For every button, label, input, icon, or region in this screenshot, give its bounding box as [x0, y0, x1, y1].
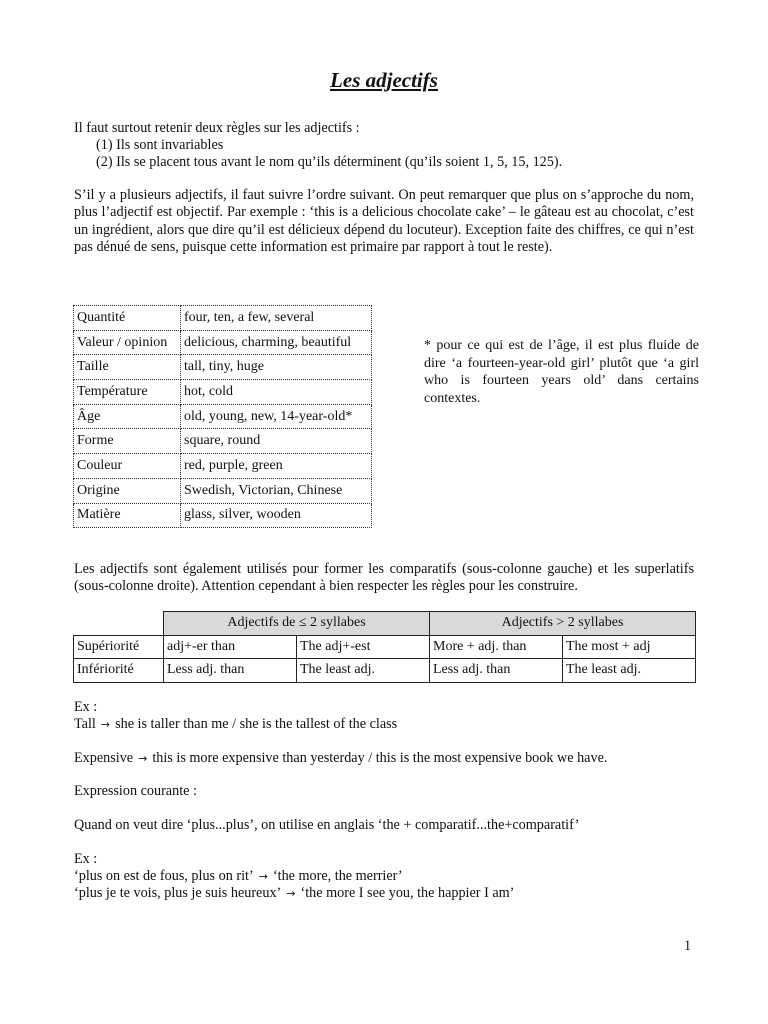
- idiom-line: [74, 885, 514, 902]
- examples-cell: red, purple, green: [181, 454, 372, 479]
- idiom-english: ‘the more I see you, the happier I am’: [300, 885, 515, 901]
- idiom-english: ‘the more, the merrier’: [272, 868, 403, 884]
- intro-lead: Il faut surtout retenir deux règles sur les adjectifs :: [74, 120, 360, 136]
- table-row: [74, 635, 696, 659]
- example-line: [74, 750, 607, 767]
- table-cell: The least adj.: [297, 659, 430, 683]
- order-paragraph: S’il y a plusieurs adjectifs, il faut suivre l’ordre suivant. On peut remarquer que plus on s’approche du nom, plus l’adjectif est objectif. Par exemple : ‘this is a delicious chocolate cake’ – le gâteau est au chocolat, c’est un ingrédient, alors que dire qu’il est délicieux dépend du locuteur). Exception faite des chiffres, ce qui n’est pas dénué de sens, puisque cette information est primaire par rapport à tout le reste).: [74, 187, 694, 256]
- table-row: [74, 330, 372, 355]
- comparison-paragraph: Les adjectifs sont également utilisés pour former les comparatifs (sous-colonne gauche) et les superlatifs (sous-colonne droite). Attention cependant à bien respecter les règles pour les construire.: [74, 561, 694, 595]
- table-row: [74, 503, 372, 528]
- idiom-french: ‘plus on est de fous, plus on rit’: [74, 868, 254, 884]
- category-cell: Taille: [74, 355, 181, 380]
- comparison-table: [73, 611, 696, 683]
- table-cell: adj+-er than: [164, 635, 297, 659]
- table-cell: The adj+-est: [297, 635, 430, 659]
- example-label: Ex :: [74, 851, 98, 867]
- table-row: [74, 429, 372, 454]
- examples-cell: tall, tiny, huge: [181, 355, 372, 380]
- category-cell: Matière: [74, 503, 181, 528]
- examples-cell: old, young, new, 14-year-old*: [181, 404, 372, 429]
- category-cell: Forme: [74, 429, 181, 454]
- examples-cell: delicious, charming, beautiful: [181, 330, 372, 355]
- examples-cell: Swedish, Victorian, Chinese: [181, 478, 372, 503]
- row-label: Infériorité: [74, 659, 164, 683]
- example-sentence: she is taller than me / she is the tallest of the class: [115, 716, 398, 732]
- age-footnote: * pour ce qui est de l’âge, il est plus fluide de dire ‘a fourteen-year-old girl’ plutôt que ‘a girl who is fourteen years old’ dans certains contextes.: [424, 338, 699, 406]
- page-title: Les adjectifs: [330, 68, 438, 92]
- table-cell: The most + adj: [563, 635, 696, 659]
- idiom-french: ‘plus je te vois, plus je suis heureux’: [74, 885, 282, 901]
- examples-cell: hot, cold: [181, 380, 372, 405]
- row-label: Supériorité: [74, 635, 164, 659]
- examples-cell: glass, silver, wooden: [181, 503, 372, 528]
- empty-corner-cell: [74, 612, 164, 636]
- arrow-right-icon: →: [258, 870, 268, 883]
- arrow-right-icon: →: [286, 887, 296, 900]
- page-number: 1: [684, 938, 692, 954]
- example-sentence: this is more expensive than yesterday / this is the most expensive book we have.: [152, 750, 608, 766]
- table-row: [74, 454, 372, 479]
- table-row: [74, 380, 372, 405]
- adjective-order-table: [73, 305, 372, 528]
- table-row: [74, 355, 372, 380]
- table-row: [74, 306, 372, 331]
- category-cell: Valeur / opinion: [74, 330, 181, 355]
- expression-label: Expression courante :: [74, 783, 197, 799]
- column-header: Adjectifs de ≤ 2 syllabes: [164, 612, 430, 636]
- category-cell: Température: [74, 380, 181, 405]
- examples-cell: four, ten, a few, several: [181, 306, 372, 331]
- example-word: Tall: [74, 716, 96, 732]
- examples-cell: square, round: [181, 429, 372, 454]
- table-row: [74, 404, 372, 429]
- category-cell: Origine: [74, 478, 181, 503]
- category-cell: Couleur: [74, 454, 181, 479]
- table-cell: Less adj. than: [430, 659, 563, 683]
- rule-item: (1) Ils sont invariables: [96, 137, 224, 153]
- idiom-line: [74, 868, 403, 885]
- arrow-right-icon: →: [100, 718, 111, 731]
- category-cell: Quantité: [74, 306, 181, 331]
- category-cell: Âge: [74, 404, 181, 429]
- table-cell: The least adj.: [563, 659, 696, 683]
- example-word: Expensive: [74, 750, 134, 766]
- column-header: Adjectifs > 2 syllabes: [430, 612, 696, 636]
- table-row: [74, 478, 372, 503]
- example-label: Ex :: [74, 699, 98, 715]
- table-row: [74, 659, 696, 683]
- table-cell: More + adj. than: [430, 635, 563, 659]
- table-cell: Less adj. than: [164, 659, 297, 683]
- example-line: [74, 716, 397, 733]
- arrow-right-icon: →: [138, 752, 148, 765]
- rule-item: (2) Ils se placent tous avant le nom qu’ils déterminent (qu’ils soient 1, 5, 15, 125).: [96, 154, 563, 170]
- expression-text: Quand on veut dire ‘plus...plus’, on utilise en anglais ‘the + comparatif...the+comparatif’: [74, 817, 580, 833]
- table-header-row: [74, 612, 696, 636]
